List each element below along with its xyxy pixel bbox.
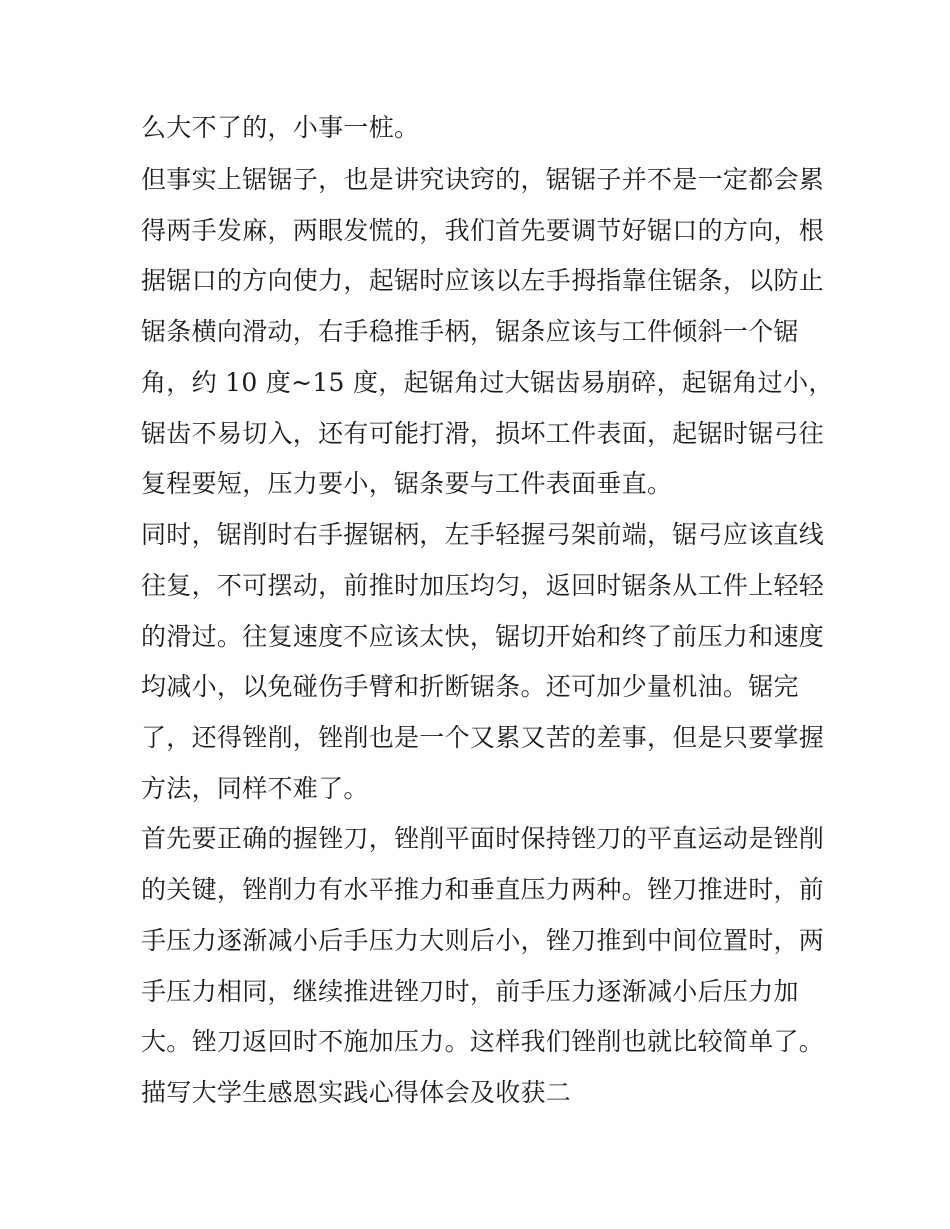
text-line: 手压力相同，继续推进锉刀时，前手压力逐渐减小后压力加 [141, 977, 799, 1006]
text-line: 得两手发麻，两眼发慌的，我们首先要调节好锯口的方向，根 [141, 216, 825, 245]
text-line: 复程要短，压力要小，锯条要与工件表面垂直。 [141, 469, 673, 498]
text-line: 首先要正确的握锉刀，锉削平面时保持锉刀的平直运动是锉削 [141, 824, 825, 853]
text-line: 手压力逐渐减小后手压力大则后小，锉刀推到中间位置时，两 [141, 926, 825, 955]
text-line: 锯条横向滑动，右手稳推手柄，锯条应该与工件倾斜一个锯 [141, 317, 799, 346]
text-line: 据锯口的方向使力，起锯时应该以左手拇指靠住锯条，以防止 [141, 266, 825, 295]
text-line: 的滑过。往复速度不应该太快，锯切开始和终了前压力和速度 [141, 622, 825, 651]
section-heading: 描写大学生感恩实践心得体会及收获二 [141, 1078, 572, 1107]
text-line: 均减小，以免碰伤手臂和折断锯条。还可加少量机油。锯完 [141, 672, 799, 701]
text-line: 同时，锯削时右手握锯柄，左手轻握弓架前端，锯弓应该直线 [141, 520, 825, 549]
text-line: 大。锉刀返回时不施加压力。这样我们锉削也就比较简单了。 [141, 1027, 825, 1056]
text-line: 但事实上锯锯子，也是讲究诀窍的，锯锯子并不是一定都会累 [141, 165, 825, 194]
text-line: 往复，不可摆动，前推时加压均匀，返回时锯条从工件上轻轻 [141, 571, 825, 600]
text-line: 的关键，锉削力有水平推力和垂直压力两种。锉刀推进时，前 [141, 875, 825, 904]
text-line: 么大不了的，小事一桩。 [141, 113, 420, 142]
text-line: 锯齿不易切入，还有可能打滑，损坏工件表面，起锯时锯弓往 [141, 419, 825, 448]
text-line: 方法，同样不难了。 [141, 774, 369, 803]
text-line: 了，还得锉削，锉削也是一个又累又苦的差事，但是只要掌握 [141, 723, 825, 752]
text-line: 角，约 10 度~15 度，起锯角过大锯齿易崩碎，起锯角过小， [141, 368, 834, 397]
